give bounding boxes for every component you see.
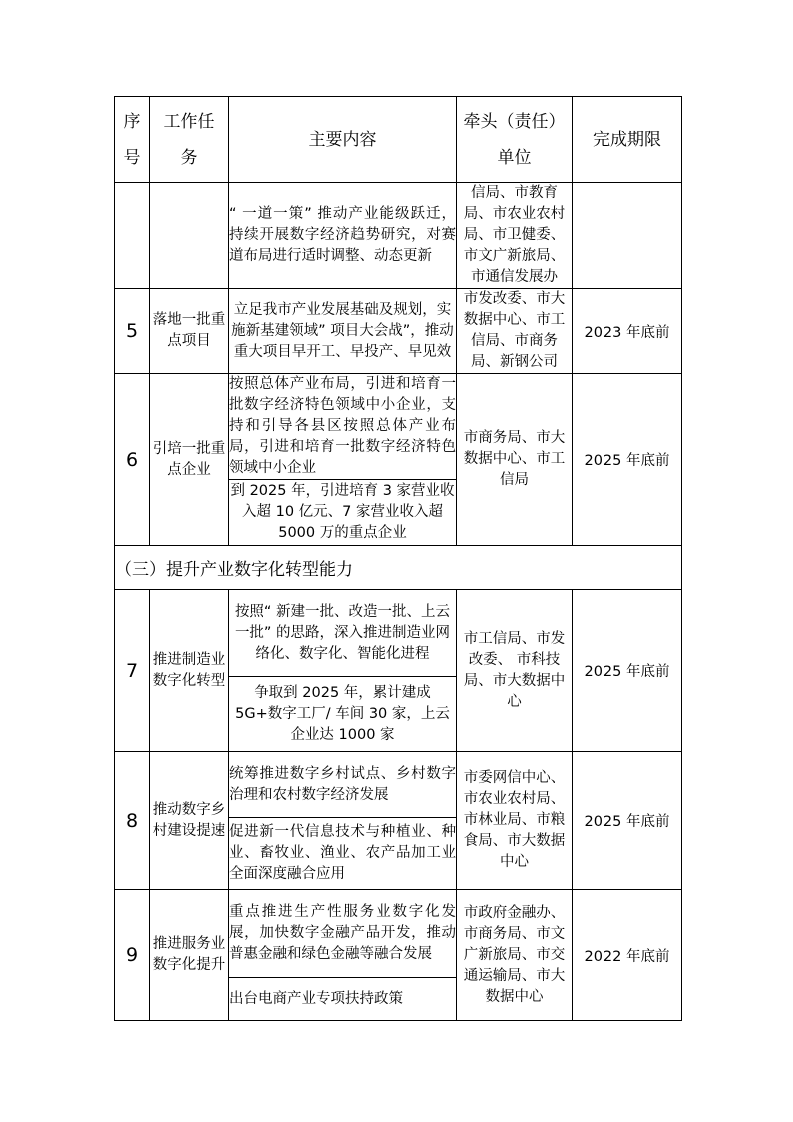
- content-cell: 按照“ 新建一批、改造一批、上云一批” 的思路，深入推进制造业网络化、数字化、智能化进程: [229, 590, 457, 677]
- empty-deadline-cell: [573, 183, 682, 289]
- seq-cell: 9: [115, 890, 150, 1021]
- header-unit: 牵头（责任）单位: [457, 97, 573, 183]
- table-row-8: [115, 752, 682, 818]
- deadline-cell: 2022 年底前: [573, 890, 682, 1021]
- content-cell: 重点推进生产性服务业数字化发展，加快数字金融产品开发，推动普惠金融和绿色金融等融合发展: [229, 890, 457, 978]
- content-cell: 立足我市产业发展基础及规划，实施新基建领域” 项目大会战”，推动重大项目早开工、早投产、早见效: [229, 289, 457, 374]
- task-cell: 落地一批重点项目: [150, 289, 229, 374]
- seq-cell: 6: [115, 374, 150, 546]
- unit-cell: 市发改委、市大数据中心、市工信局、市商务局、新钢公司: [457, 289, 573, 374]
- unit-cell: 市委网信中心、市农业农村局、市林业局、市粮食局、市大数据中心: [457, 752, 573, 890]
- content-cell: “ 一道一策” 推动产业能级跃迁，持续开展数字经济趋势研究，对赛道布局进行适时调整、动态更新: [229, 183, 457, 289]
- header-content: 主要内容: [229, 97, 457, 183]
- content-cell: 争取到 2025 年，累计建成 5G+数字工厂/ 车间 30 家，上云企业达 1000 家: [229, 677, 457, 752]
- table-row-7: [115, 590, 682, 677]
- section-heading: （三）提升产业数字化转型能力: [115, 546, 682, 590]
- unit-cell: 市商务局、市大数据中心、市工信局: [457, 374, 573, 546]
- content-cell: 出台电商产业专项扶持政策: [229, 978, 457, 1021]
- unit-cell: 市工信局、市发改委、 市科技局、市大数据中心: [457, 590, 573, 752]
- work-plan-table: [114, 96, 682, 1021]
- seq-cell: 8: [115, 752, 150, 890]
- deadline-cell: 2023 年底前: [573, 289, 682, 374]
- empty-task-cell: [150, 183, 229, 289]
- content-cell: 按照总体产业布局，引进和培育一批数字经济特色领域中小企业，支持和引导各县区按照总体产业布局，引进和培育一批数字经济特色领域中小企业: [229, 374, 457, 480]
- task-cell: 引培一批重点企业: [150, 374, 229, 546]
- content-cell: 促进新一代信息技术与种植业、种业、畜牧业、渔业、农产品加工业全面深度融合应用: [229, 818, 457, 890]
- task-cell: 推动数字乡村建设提速: [150, 752, 229, 890]
- table-row-5: [115, 289, 682, 374]
- table-row-6: [115, 374, 682, 480]
- task-cell: 推进服务业数字化提升: [150, 890, 229, 1021]
- table-header-row: [115, 97, 682, 183]
- task-cell: 推进制造业数字化转型: [150, 590, 229, 752]
- header-task: 工作任务: [150, 97, 229, 183]
- section-row: [115, 546, 682, 590]
- header-seq: 序号: [115, 97, 150, 183]
- header-deadline: 完成期限: [573, 97, 682, 183]
- seq-cell: 5: [115, 289, 150, 374]
- table-row-9: [115, 890, 682, 978]
- unit-cell: 市政府金融办、市商务局、市文广新旅局、市交通运输局、市大数据中心: [457, 890, 573, 1021]
- deadline-cell: 2025 年底前: [573, 374, 682, 546]
- table-row: [115, 183, 682, 289]
- empty-seq-cell: [115, 183, 150, 289]
- unit-cell: 信局、市教育局、市农业农村局、市卫健委、市文广新旅局、市通信发展办: [457, 183, 573, 289]
- deadline-cell: 2025 年底前: [573, 590, 682, 752]
- seq-cell: 7: [115, 590, 150, 752]
- content-cell: 到 2025 年，引进培育 3 家营业收入超 10 亿元、7 家营业收入超 5000 万的重点企业: [229, 480, 457, 546]
- content-cell: 统筹推进数字乡村试点、乡村数字治理和农村数字经济发展: [229, 752, 457, 818]
- deadline-cell: 2025 年底前: [573, 752, 682, 890]
